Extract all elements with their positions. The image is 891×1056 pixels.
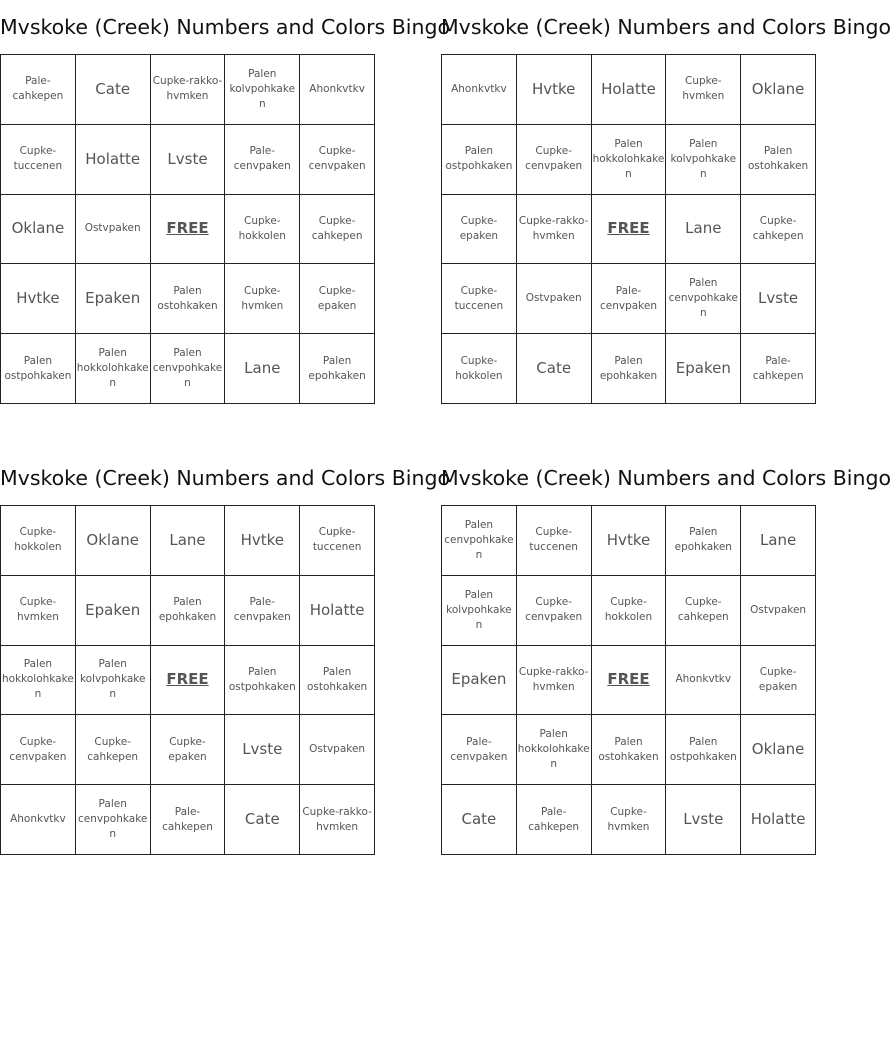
- bingo-cell: Lane: [741, 506, 816, 576]
- bingo-cell: Cupke-hvmken: [1, 576, 76, 646]
- bingo-cell: Cupke-tuccenen: [442, 264, 517, 334]
- bingo-cell: Palen hokkolohkaken: [517, 715, 592, 785]
- bingo-cell: Palen ostohkaken: [592, 715, 667, 785]
- bingo-cell: Palen kolvpohkaken: [666, 125, 741, 195]
- free-space-cell: FREE: [151, 195, 226, 265]
- bingo-cell: Pale-cahkepen: [741, 334, 816, 404]
- bingo-cell: Cupke-cenvpaken: [1, 715, 76, 785]
- bingo-cell: Lane: [666, 195, 741, 265]
- bingo-cell: Palen cenvpohkaken: [666, 264, 741, 334]
- bingo-cell: Palen cenvpohkaken: [76, 785, 151, 855]
- bingo-cell: Palen hokkolohkaken: [76, 334, 151, 404]
- bingo-cell: Hvtke: [592, 506, 667, 576]
- bingo-cell: Ahonkvtkv: [666, 646, 741, 716]
- bingo-cell: Palen ostpohkaken: [442, 125, 517, 195]
- bingo-cell: Cupke-hokkolen: [442, 334, 517, 404]
- bingo-cell: Cate: [517, 334, 592, 404]
- bingo-cell: Epaken: [76, 576, 151, 646]
- bingo-cell: Palen cenvpohkaken: [442, 506, 517, 576]
- bingo-grid: [441, 505, 816, 855]
- bingo-cell: Pale-cenvpaken: [592, 264, 667, 334]
- bingo-cell: Epaken: [76, 264, 151, 334]
- bingo-grid: [0, 505, 375, 855]
- bingo-cell: Cupke-rakko-hvmken: [517, 195, 592, 265]
- card-title: Mvskoke (Creek) Numbers and Colors Bingo: [0, 466, 451, 490]
- bingo-cell: Palen epohkaken: [151, 576, 226, 646]
- bingo-cell: Lane: [151, 506, 226, 576]
- bingo-cell: Palen hokkolohkaken: [592, 125, 667, 195]
- bingo-cell: Holatte: [300, 576, 375, 646]
- bingo-cell: Cupke-rakko-hvmken: [517, 646, 592, 716]
- bingo-cell: Pale-cenvpaken: [225, 576, 300, 646]
- bingo-cell: Pale-cahkepen: [517, 785, 592, 855]
- bingo-cell: Palen hokkolohkaken: [1, 646, 76, 716]
- bingo-cell: Cupke-hvmken: [666, 55, 741, 125]
- bingo-cell: Epaken: [666, 334, 741, 404]
- bingo-cell: Oklane: [741, 55, 816, 125]
- bingo-cell: Cupke-tuccenen: [1, 125, 76, 195]
- bingo-cell: Ostvpaken: [517, 264, 592, 334]
- bingo-cell: Palen kolvpohkaken: [225, 55, 300, 125]
- bingo-card-3: [0, 465, 451, 841]
- bingo-cell: Ahonkvtkv: [300, 55, 375, 125]
- bingo-cell: Palen ostohkaken: [151, 264, 226, 334]
- bingo-cell: Cupke-tuccenen: [300, 506, 375, 576]
- bingo-cell: Holatte: [741, 785, 816, 855]
- card-title: Mvskoke (Creek) Numbers and Colors Bingo: [441, 15, 891, 39]
- bingo-cell: Lvste: [666, 785, 741, 855]
- bingo-cell: Palen kolvpohkaken: [442, 576, 517, 646]
- bingo-cell: Palen epohkaken: [592, 334, 667, 404]
- bingo-cell: Palen cenvpohkaken: [151, 334, 226, 404]
- bingo-cell: Epaken: [442, 646, 517, 716]
- bingo-grid: [0, 54, 375, 404]
- bingo-cell: Cupke-epaken: [300, 264, 375, 334]
- bingo-cell: Cate: [76, 55, 151, 125]
- bingo-cell: Cate: [442, 785, 517, 855]
- bingo-cell: Palen ostpohkaken: [1, 334, 76, 404]
- bingo-cell: Pale-cenvpaken: [442, 715, 517, 785]
- bingo-cell: Cupke-rakko-hvmken: [300, 785, 375, 855]
- bingo-grid: [441, 54, 816, 404]
- bingo-cell: Cupke-cahkepen: [741, 195, 816, 265]
- bingo-cell: Palen ostpohkaken: [666, 715, 741, 785]
- bingo-cell: Cupke-epaken: [442, 195, 517, 265]
- bingo-cell: Palen ostohkaken: [741, 125, 816, 195]
- bingo-cell: Cupke-cenvpaken: [300, 125, 375, 195]
- bingo-card-2: [441, 14, 891, 382]
- bingo-cell: Hvtke: [1, 264, 76, 334]
- bingo-cell: Hvtke: [517, 55, 592, 125]
- free-space-cell: FREE: [592, 646, 667, 716]
- bingo-cell: Cate: [225, 785, 300, 855]
- bingo-cell: Ostvpaken: [300, 715, 375, 785]
- bingo-cell: Ostvpaken: [741, 576, 816, 646]
- bingo-cell: Cupke-hvmken: [592, 785, 667, 855]
- bingo-cell: Ostvpaken: [76, 195, 151, 265]
- bingo-cell: Pale-cahkepen: [1, 55, 76, 125]
- bingo-cell: Cupke-hokkolen: [225, 195, 300, 265]
- bingo-cell: Cupke-cenvpaken: [517, 576, 592, 646]
- bingo-cell: Lvste: [151, 125, 226, 195]
- bingo-cell: Palen ostpohkaken: [225, 646, 300, 716]
- bingo-card-4: [441, 465, 891, 833]
- bingo-cell: Hvtke: [225, 506, 300, 576]
- free-space-cell: FREE: [151, 646, 226, 716]
- bingo-cell: Holatte: [592, 55, 667, 125]
- bingo-cell: Cupke-hvmken: [225, 264, 300, 334]
- bingo-cell: Cupke-cahkepen: [300, 195, 375, 265]
- bingo-cell: Ahonkvtkv: [442, 55, 517, 125]
- bingo-cell: Cupke-epaken: [741, 646, 816, 716]
- bingo-cell: Holatte: [76, 125, 151, 195]
- bingo-cell: Cupke-tuccenen: [517, 506, 592, 576]
- bingo-cell: Pale-cahkepen: [151, 785, 226, 855]
- bingo-cell: Cupke-epaken: [151, 715, 226, 785]
- bingo-cell: Lane: [225, 334, 300, 404]
- card-title: Mvskoke (Creek) Numbers and Colors Bingo: [441, 466, 891, 490]
- bingo-cell: Palen epohkaken: [300, 334, 375, 404]
- bingo-cell: Cupke-hokkolen: [1, 506, 76, 576]
- bingo-cell: Oklane: [741, 715, 816, 785]
- bingo-cell: Oklane: [1, 195, 76, 265]
- free-space-cell: FREE: [592, 195, 667, 265]
- bingo-cell: Pale-cenvpaken: [225, 125, 300, 195]
- bingo-cell: Palen ostohkaken: [300, 646, 375, 716]
- bingo-cell: Ahonkvtkv: [1, 785, 76, 855]
- bingo-cell: Palen epohkaken: [666, 506, 741, 576]
- bingo-cell: Cupke-rakko-hvmken: [151, 55, 226, 125]
- bingo-card-1: [0, 14, 451, 390]
- bingo-cell: Oklane: [76, 506, 151, 576]
- bingo-cell: Cupke-hokkolen: [592, 576, 667, 646]
- bingo-cell: Lvste: [741, 264, 816, 334]
- bingo-cell: Cupke-cahkepen: [666, 576, 741, 646]
- card-title: Mvskoke (Creek) Numbers and Colors Bingo: [0, 15, 451, 39]
- bingo-cell: Palen kolvpohkaken: [76, 646, 151, 716]
- bingo-cell: Cupke-cahkepen: [76, 715, 151, 785]
- bingo-cell: Lvste: [225, 715, 300, 785]
- bingo-cell: Cupke-cenvpaken: [517, 125, 592, 195]
